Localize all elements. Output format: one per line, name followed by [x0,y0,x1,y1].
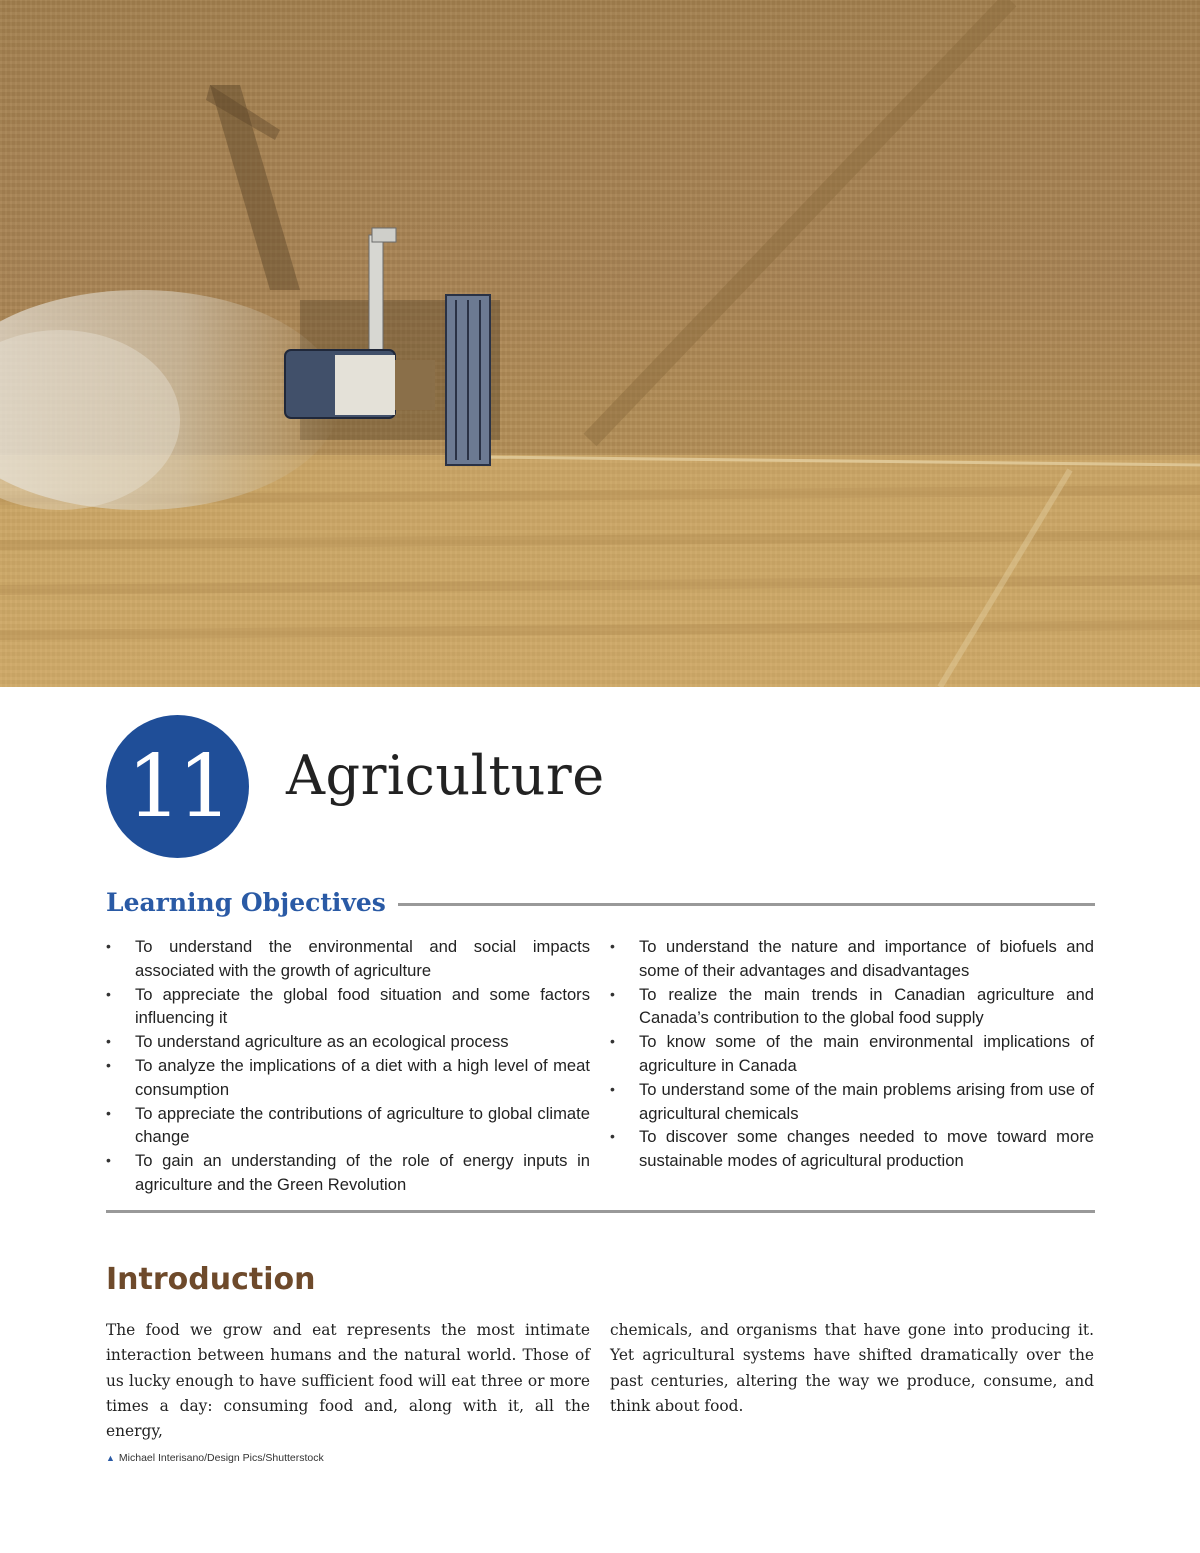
introduction-heading: Introduction [106,1262,316,1297]
objective-item: • To understand the environmental and social impacts associated with the growth of agriculture [106,935,590,983]
objective-item: • To know some of the main environmental implications of agriculture in Canada [610,1030,1094,1078]
learning-objectives-left-list [106,935,590,1197]
photo-credit-text: Michael Interisano/Design Pics/Shutterstock [118,1452,324,1464]
introduction-paragraph-col2: chemicals, and organisms that have gone into producing it. Yet agricultural systems have shifted dramatically over the past centuries, altering the way we produce, consume, and think about food. [610,1321,1094,1415]
header-divider [398,903,1095,906]
chapter-number-badge [106,715,249,858]
chapter-number: 11 [126,736,229,837]
chapter-title: Agriculture [286,744,605,807]
objective-item: • To gain an understanding of the role of energy inputs in agriculture and the Green Revolution [106,1149,590,1197]
learning-objectives-right-list [610,935,1094,1173]
photo-credit [106,1452,324,1464]
objective-item: • To understand some of the main problems arising from use of agricultural chemicals [610,1078,1094,1126]
objective-item: • To analyze the implications of a diet with a high level of meat consumption [106,1054,590,1102]
objective-item: • To understand the nature and importance of biofuels and some of their advantages and disadvantages [610,935,1094,983]
objective-item: • To understand agriculture as an ecological process [106,1030,590,1054]
objective-item: • To appreciate the global food situation and some factors influencing it [106,983,590,1031]
learning-objectives-heading: Learning Objectives [106,887,386,917]
triangle-icon: ▲ [106,1453,115,1463]
objective-item: • To realize the main trends in Canadian agriculture and Canada’s contribution to the global food supply [610,983,1094,1031]
section-divider [106,1210,1095,1213]
hero-photo-combine-harvester [0,0,1200,687]
objective-item: • To appreciate the contributions of agriculture to global climate change [106,1102,590,1150]
objective-item: • To discover some changes needed to move toward more sustainable modes of agricultural production [610,1125,1094,1173]
introduction-paragraph-col1: The food we grow and eat represents the most intimate interaction between humans and the natural world. Those of us lucky enough to have sufficient food will eat three or more times a day: consuming food and, along with it, all the energy, [106,1321,590,1441]
wheat-field-illustration [0,0,1200,687]
learning-objectives-header [106,884,1095,920]
